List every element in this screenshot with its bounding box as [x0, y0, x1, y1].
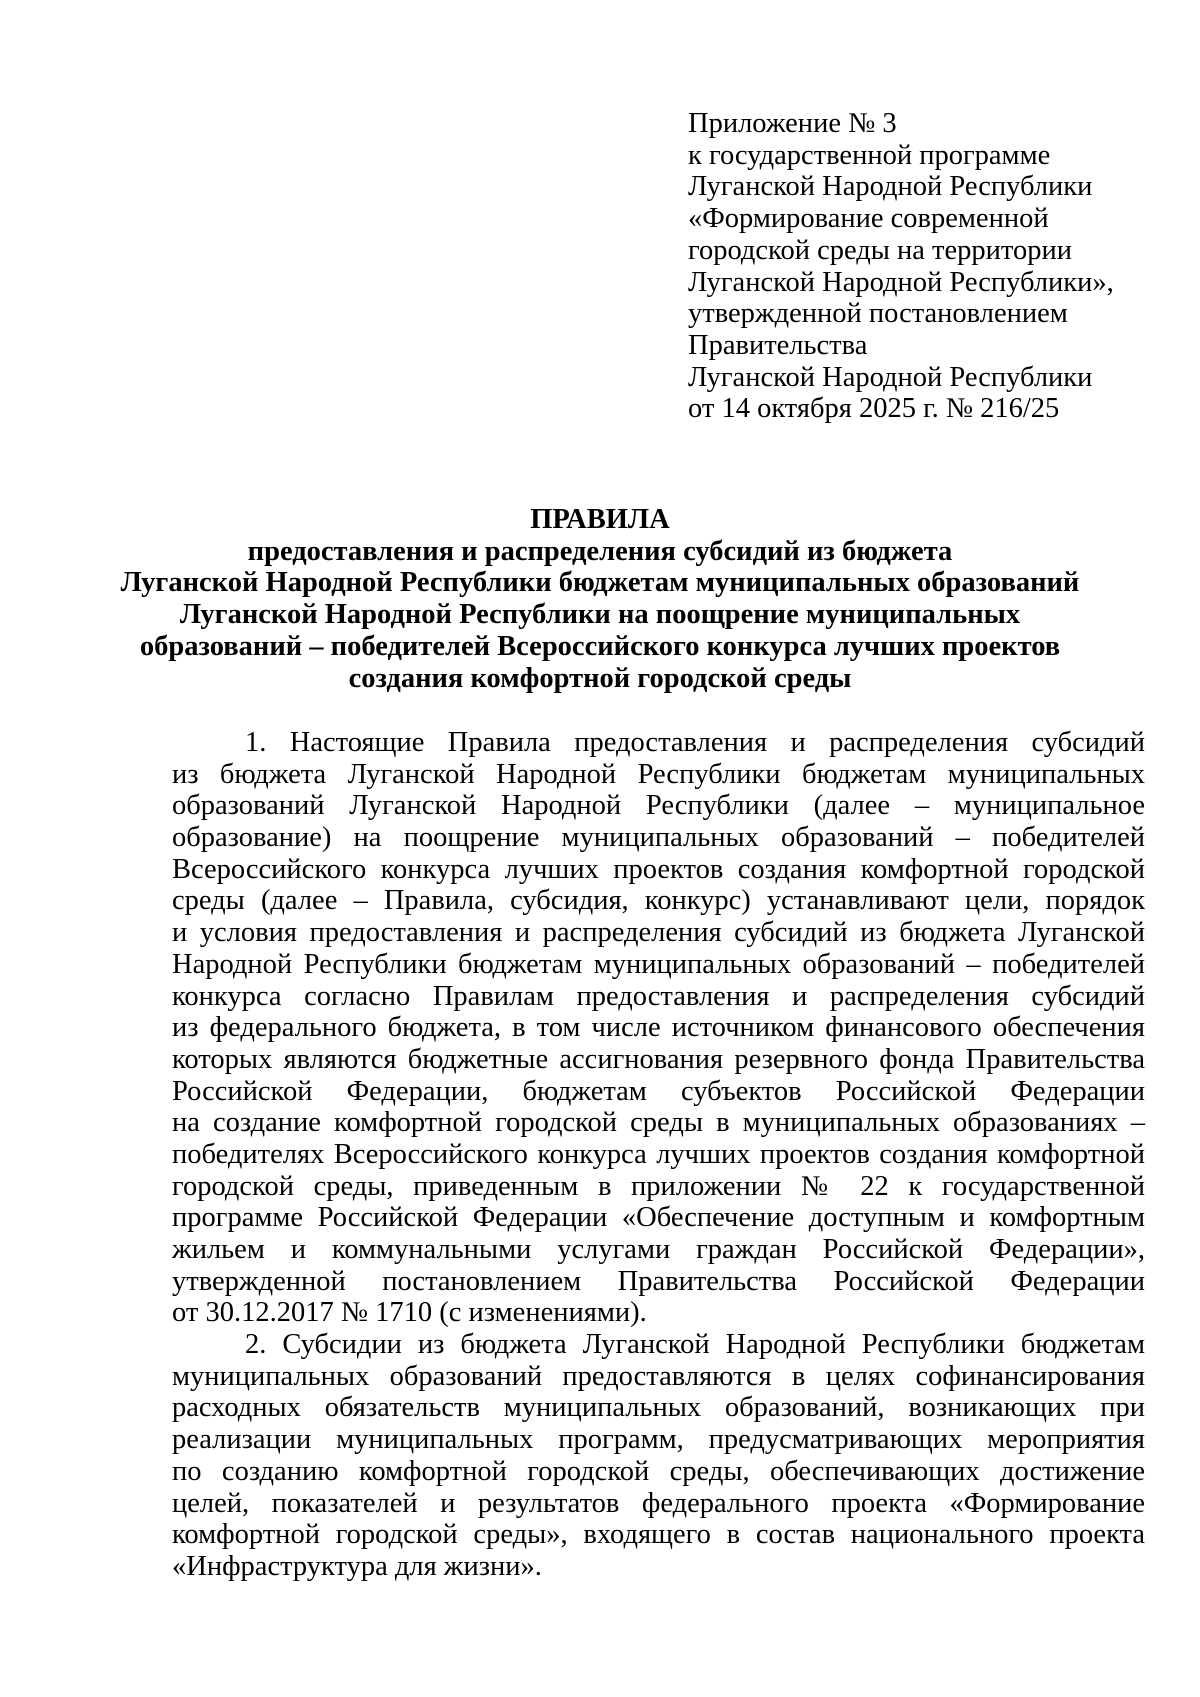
appendix-line: Луганской Народной Республики — [688, 361, 1093, 393]
paragraph-line: 1. Настоящие Правила предоставления и распределения субсидий — [245, 727, 1145, 758]
paragraph-line: расходных обязательств муниципальных образований, возникающих при — [172, 1392, 1145, 1424]
appendix-line: Луганской Народной Республики — [688, 171, 1093, 203]
document-body — [172, 727, 1145, 1583]
title-heading: ПРАВИЛА — [530, 504, 670, 535]
appendix-line: от 14 октября 2025 г. № 216/25 — [688, 393, 1060, 425]
appendix-line: Правительства — [688, 329, 868, 361]
paragraph-line: по созданию комфортной городской среды, обеспечивающих достижение — [172, 1455, 1145, 1487]
title-line: предоставления и распределения субсидий из бюджета — [247, 535, 953, 567]
paragraph-line: среды (далее – Правила, субсидия, конкурс) устанавливают цели, порядок — [172, 885, 1145, 917]
appendix-line: утвержденной постановлением — [688, 298, 1068, 330]
paragraph-line: жильем и коммунальными услугами граждан Российской Федерации», — [172, 1234, 1145, 1265]
appendix-line: городской среды на территории — [688, 234, 1072, 266]
appendix-line: Луганской Народной Республики», — [688, 266, 1114, 298]
appendix-line: Приложение № 3 — [688, 108, 897, 139]
paragraph-line: из бюджета Луганской Народной Республики бюджетам муниципальных — [172, 758, 1145, 790]
paragraph-line: муниципальных образований предоставляются в целях софинансирования — [172, 1360, 1145, 1392]
paragraph-line: Народной Республики бюджетам муниципальных образований – победителей — [172, 948, 1145, 980]
paragraph-line: и условия предоставления и распределения субсидий из бюджета Луганской — [172, 917, 1145, 949]
paragraph-line: которых являются бюджетные ассигнования резервного фонда Правительства — [172, 1043, 1145, 1075]
paragraph-line: комфортной городской среды», входящего в состав национального проекта — [172, 1519, 1145, 1551]
paragraph-line: образований Луганской Народной Республики (далее – муниципальное — [172, 790, 1145, 822]
title-line: Луганской Народной Республики на поощрение муниципальных — [179, 599, 1021, 631]
paragraph-line: на создание комфортной городской среды в муниципальных образованиях – — [172, 1107, 1145, 1139]
paragraph-line: из федерального бюджета, в том числе источником финансового обеспечения — [172, 1012, 1145, 1044]
title-line: Луганской Народной Республики бюджетам муниципальных образований — [120, 567, 1080, 599]
appendix-block — [688, 108, 1114, 425]
paragraph-line: целей, показателей и результатов федерального проекта «Формирование — [172, 1487, 1145, 1519]
paragraph-line: утвержденной постановлением Правительства Российской Федерации — [172, 1265, 1145, 1297]
appendix-line: к государственной программе — [688, 139, 1051, 171]
paragraph-line: Российской Федерации, бюджетам субъектов Российской Федерации — [172, 1075, 1145, 1107]
paragraph-line: конкурса согласно Правилам предоставления и распределения субсидий — [172, 980, 1145, 1012]
title-line: создания комфортной городской среды — [348, 662, 852, 694]
title-line: образований – победителей Всероссийского конкурса лучших проектов — [139, 630, 1061, 662]
paragraph-1 — [172, 727, 1145, 1329]
paragraph-line: образование) на поощрение муниципальных образований – победителей — [172, 822, 1145, 854]
paragraph-line: победителях Всероссийского конкурса лучших проектов создания комфортной — [172, 1138, 1145, 1170]
paragraph-line: программе Российской Федерации «Обеспечение доступным и комфортным — [172, 1202, 1145, 1234]
paragraph-line: от 30.12.2017 № 1710 (с изменениями). — [172, 1297, 647, 1329]
paragraph-line: «Инфраструктура для жизни». — [172, 1550, 542, 1582]
paragraph-line: 2. Субсидии из бюджета Луганской Народной Республики бюджетам — [245, 1329, 1145, 1361]
paragraph-2 — [172, 1329, 1145, 1583]
paragraph-line: городской среды, приведенным в приложении № 22 к государственной — [172, 1170, 1145, 1202]
paragraph-line: Всероссийского конкурса лучших проектов создания комфортной городской — [172, 853, 1145, 885]
document-title — [0, 504, 1200, 694]
paragraph-line: реализации муниципальных программ, предусматривающих мероприятия — [172, 1424, 1145, 1456]
appendix-line: «Формирование современной — [688, 203, 1049, 235]
